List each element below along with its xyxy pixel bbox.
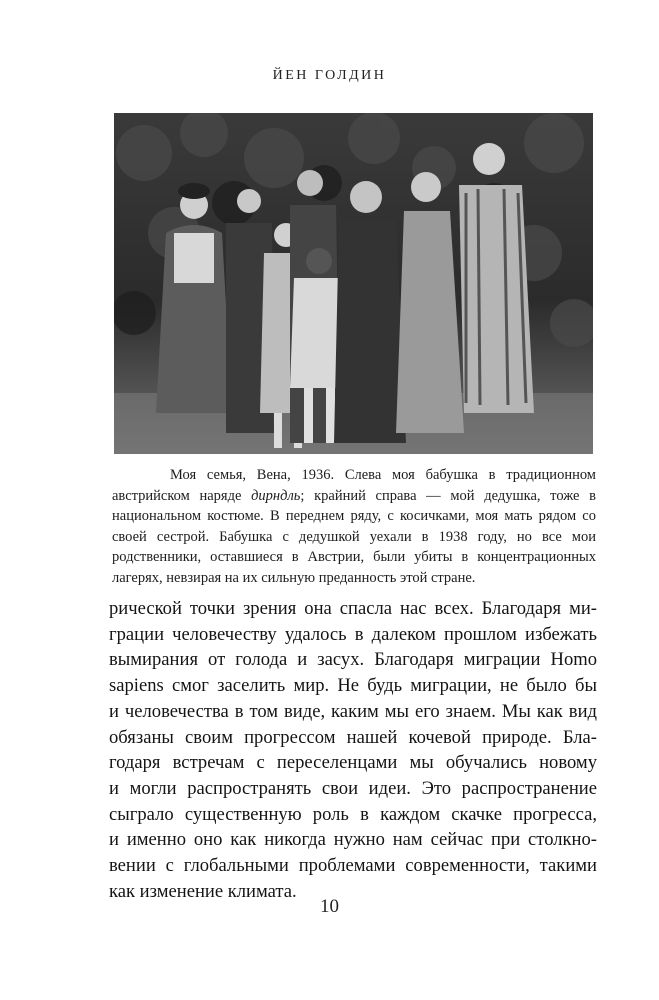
photo-caption [112,465,596,588]
body-line: вымирания от голода и засух. Благодаря миграции Homo [109,649,597,671]
running-head: ЙЕН ГОЛДИН [272,68,387,83]
body-line: sapiens смог заселить мир. Не будь миграции, не было бы [109,675,597,697]
caption-italic-term: дирндль [251,487,301,504]
body-line: вении с глобальными проблемами современности, такими [109,855,597,877]
body-line: и именно оно как никогда нужно нам сейчас при столкно- [109,829,597,851]
body-line: сыграло существенную роль в каждом скачке прогресса, [109,803,597,825]
body-line: рической точки зрения она спасла нас всех. Благодаря ми- [109,598,597,619]
caption-text-2: ; крайний справа — мой дедушка, тоже в национальном костюме. В переднем ряду, с косичками, моя мать рядом со своей сестрой. Бабушка с дедушкой уехали в 1938 году, но все мои родственники, оставшиеся в Австрии, были убиты в концентрационных лагерях, невзирая на их сильную преданность этой стране. [112,487,596,586]
body-paragraph [109,596,597,904]
body-line: и человечества в том виде, каким мы его знаем. Мы как вид [109,700,597,722]
family-photo [114,113,593,454]
body-line: и могли распространять свои идеи. Это распространение [109,777,597,799]
body-line: как изменение климата. [109,880,297,902]
caption-text-1: Моя семья, Вена, 1936. Слева моя бабушка в традиционном австрийском наряде [112,467,596,504]
body-line: обязаны своим прогрессом нашей кочевой природе. Бла- [109,726,597,748]
body-line: грации человечеству удалось в далеком прошлом избежать [109,623,597,645]
page-number: 10 [320,896,339,917]
body-line: годаря встречам с переселенцами мы обучались новому [109,752,597,774]
